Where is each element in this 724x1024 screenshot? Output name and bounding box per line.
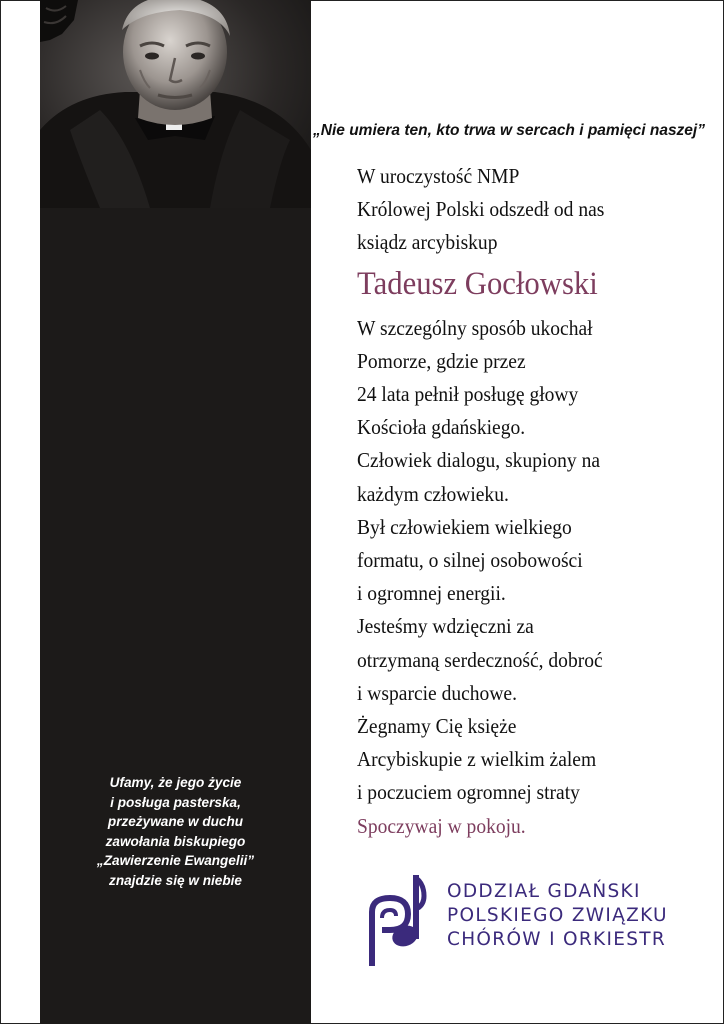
announcement-line: i wsparcie duchowe. xyxy=(357,680,517,705)
announcement-line: Kościoła gdańskiego. xyxy=(357,415,526,440)
announcement-line: W uroczystość NMP xyxy=(357,164,520,188)
left-text-line: „Zawierzenie Ewangelii” xyxy=(96,853,255,868)
announcement-line: i poczuciem ogromnej straty xyxy=(357,780,580,805)
announcement-line: 24 lata pełnił posługę głowy xyxy=(357,382,579,407)
left-text-line: zawołania biskupiego xyxy=(105,833,246,849)
organization-name-line: POLSKIEGO ZWIĄZKU xyxy=(447,905,668,926)
music-note-ps-logo-icon xyxy=(364,874,434,969)
announcement-line: ksiądz arcybiskup xyxy=(357,230,498,255)
left-text-line: Ufamy, że jego życie xyxy=(109,775,242,790)
announcement-line: Królowej Polski odszedł od nas xyxy=(357,197,605,222)
memorial-quote: „Nie umiera ten, kto trwa w sercach i pamięci naszej” xyxy=(313,122,705,139)
deceased-name: Tadeusz Gocłowski xyxy=(357,265,598,302)
rest-in-peace-line: Spoczywaj w pokoju. xyxy=(357,813,526,838)
announcement-line: formatu, o silnej osobowości xyxy=(357,548,583,573)
announcement-line: i ogromnej energii. xyxy=(357,581,506,606)
organization-name xyxy=(447,880,668,952)
left-column-text xyxy=(40,773,311,890)
announcement-line: Człowiek dialogu, skupiony na xyxy=(357,448,601,473)
announcement-line: Arcybiskupie z wielkim żalem xyxy=(357,747,597,772)
portrait-illustration xyxy=(40,0,311,208)
organization-name-line: ODDZIAŁ GDAŃSKI xyxy=(447,881,641,902)
announcement-line: Pomorze, gdzie przez xyxy=(357,348,526,373)
announcement-line: każdym człowieku. xyxy=(357,481,509,506)
left-text-line: przeżywane w duchu xyxy=(107,814,244,829)
organization-name-line: CHÓRÓW I ORKIESTR xyxy=(447,929,667,950)
announcement-line: Żegnamy Cię księże xyxy=(357,714,517,739)
left-text-line: znajdzie się w niebie xyxy=(109,872,242,888)
announcement-line: Jesteśmy wdzięczni za xyxy=(357,614,534,639)
announcement-text xyxy=(357,160,678,843)
left-text-line: i posługa pasterska, xyxy=(110,794,241,810)
announcement-line: W szczególny sposób ukochał xyxy=(357,315,593,340)
portrait-photo xyxy=(40,0,311,208)
announcement-line: otrzymaną serdeczność, dobroć xyxy=(357,647,603,672)
announcement-line: Był człowiekiem wielkiego xyxy=(357,514,572,539)
